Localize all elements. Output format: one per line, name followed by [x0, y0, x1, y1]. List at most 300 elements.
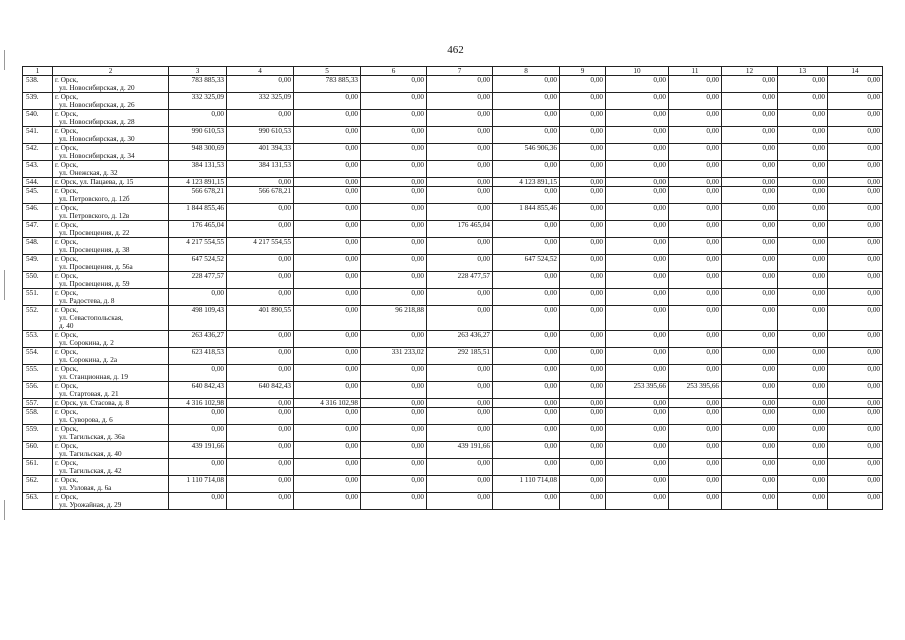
- value-cell-col14: 0,00: [828, 442, 883, 459]
- value-cell-col8: 0,00: [493, 76, 560, 93]
- value-cell-col12: 0,00: [722, 238, 778, 255]
- address-line: г. Орск,: [55, 382, 78, 390]
- address-cell: [53, 365, 169, 382]
- column-header: 6: [361, 67, 427, 76]
- row-number: 547.: [23, 221, 53, 238]
- address-line: г. Орск,: [55, 272, 78, 280]
- address-line: г. Орск,: [55, 76, 78, 84]
- value-cell-col3: 1 844 855,46: [169, 204, 227, 221]
- value-cell-col8: 0,00: [493, 289, 560, 306]
- value-cell-col8: 0,00: [493, 331, 560, 348]
- address-line: ул. Стартовая, д. 21: [59, 390, 119, 398]
- row-number: 556.: [23, 382, 53, 399]
- value-cell-col4: 0,00: [227, 76, 294, 93]
- value-cell-col8: 0,00: [493, 459, 560, 476]
- value-cell-col12: 0,00: [722, 93, 778, 110]
- value-cell-col3: 0,00: [169, 365, 227, 382]
- value-cell-col11: 0,00: [669, 306, 722, 331]
- value-cell-col11: 253 395,66: [669, 382, 722, 399]
- value-cell-col7: 0,00: [427, 161, 493, 178]
- address-line: ул. Просвещения, д. 38: [59, 246, 130, 254]
- address-line: г. Орск,: [55, 476, 78, 484]
- value-cell-col12: 0,00: [722, 365, 778, 382]
- table-row: [23, 425, 883, 442]
- address-line: г. Орск,: [55, 365, 78, 373]
- value-cell-col9: 0,00: [560, 399, 606, 408]
- value-cell-col6: 0,00: [361, 272, 427, 289]
- value-cell-col13: 0,00: [778, 238, 828, 255]
- table-row: [23, 187, 883, 204]
- value-cell-col9: 0,00: [560, 178, 606, 187]
- value-cell-col5: 0,00: [294, 144, 361, 161]
- value-cell-col3: 332 325,09: [169, 93, 227, 110]
- address-line: г. Орск,: [55, 93, 78, 101]
- value-cell-col4: 401 890,55: [227, 306, 294, 331]
- value-cell-col13: 0,00: [778, 408, 828, 425]
- value-cell-col10: 0,00: [606, 144, 669, 161]
- value-cell-col6: 0,00: [361, 127, 427, 144]
- address-line: г. Орск,: [55, 459, 78, 467]
- value-cell-col14: 0,00: [828, 127, 883, 144]
- column-header: 14: [828, 67, 883, 76]
- value-cell-col14: 0,00: [828, 331, 883, 348]
- value-cell-col11: 0,00: [669, 365, 722, 382]
- row-number: 542.: [23, 144, 53, 161]
- value-cell-col14: 0,00: [828, 238, 883, 255]
- value-cell-col6: 0,00: [361, 399, 427, 408]
- value-cell-col10: 0,00: [606, 348, 669, 365]
- address-cell: [53, 348, 169, 365]
- value-cell-col8: 0,00: [493, 238, 560, 255]
- table-row: [23, 178, 883, 187]
- value-cell-col13: 0,00: [778, 331, 828, 348]
- value-cell-col11: 0,00: [669, 221, 722, 238]
- value-cell-col6: 0,00: [361, 365, 427, 382]
- row-number: 548.: [23, 238, 53, 255]
- value-cell-col7: 0,00: [427, 425, 493, 442]
- table-row: [23, 408, 883, 425]
- value-cell-col7: 0,00: [427, 382, 493, 399]
- value-cell-col12: 0,00: [722, 221, 778, 238]
- value-cell-col7: 0,00: [427, 76, 493, 93]
- value-cell-col14: 0,00: [828, 187, 883, 204]
- value-cell-col3: 4 123 891,15: [169, 178, 227, 187]
- value-cell-col10: 0,00: [606, 306, 669, 331]
- value-cell-col5: 0,00: [294, 459, 361, 476]
- address-line: ул. Суворова, д. 6: [59, 416, 113, 424]
- value-cell-col9: 0,00: [560, 476, 606, 493]
- address-line: ул. Тагильская, д. 42: [59, 467, 122, 475]
- row-number: 538.: [23, 76, 53, 93]
- value-cell-col9: 0,00: [560, 204, 606, 221]
- value-cell-col9: 0,00: [560, 425, 606, 442]
- row-number: 541.: [23, 127, 53, 144]
- value-cell-col13: 0,00: [778, 493, 828, 510]
- value-cell-col8: 0,00: [493, 442, 560, 459]
- value-cell-col8: 0,00: [493, 161, 560, 178]
- value-cell-col12: 0,00: [722, 76, 778, 93]
- value-cell-col9: 0,00: [560, 365, 606, 382]
- address-line: г. Орск,: [55, 348, 78, 356]
- table-row: [23, 255, 883, 272]
- value-cell-col6: 0,00: [361, 476, 427, 493]
- value-cell-col4: 384 131,53: [227, 161, 294, 178]
- value-cell-col5: 0,00: [294, 272, 361, 289]
- value-cell-col3: 498 109,43: [169, 306, 227, 331]
- value-cell-col7: 0,00: [427, 238, 493, 255]
- value-cell-col13: 0,00: [778, 221, 828, 238]
- address-line: г. Орск,: [55, 127, 78, 135]
- value-cell-col4: 0,00: [227, 348, 294, 365]
- value-cell-col9: 0,00: [560, 93, 606, 110]
- address-cell: [53, 238, 169, 255]
- address-cell: [53, 127, 169, 144]
- value-cell-col14: 0,00: [828, 493, 883, 510]
- page-number: 462: [447, 44, 464, 56]
- column-header: 10: [606, 67, 669, 76]
- value-cell-col4: 0,00: [227, 272, 294, 289]
- value-cell-col4: 0,00: [227, 425, 294, 442]
- value-cell-col13: 0,00: [778, 459, 828, 476]
- value-cell-col7: 0,00: [427, 306, 493, 331]
- column-header: 8: [493, 67, 560, 76]
- address-line: г. Орск,: [55, 493, 78, 501]
- address-line: г. Орск,: [55, 289, 78, 297]
- value-cell-col14: 0,00: [828, 144, 883, 161]
- value-cell-col4: 401 394,33: [227, 144, 294, 161]
- value-cell-col12: 0,00: [722, 493, 778, 510]
- value-cell-col13: 0,00: [778, 306, 828, 331]
- value-cell-col8: 546 906,36: [493, 144, 560, 161]
- value-cell-col7: 263 436,27: [427, 331, 493, 348]
- value-cell-col3: 4 217 554,55: [169, 238, 227, 255]
- value-cell-col10: 0,00: [606, 476, 669, 493]
- row-number: 560.: [23, 442, 53, 459]
- column-header: 13: [778, 67, 828, 76]
- row-number: 552.: [23, 306, 53, 331]
- value-cell-col13: 0,00: [778, 93, 828, 110]
- table-row: [23, 272, 883, 289]
- value-cell-col3: 4 316 102,98: [169, 399, 227, 408]
- table-body: [23, 76, 883, 510]
- row-number: 561.: [23, 459, 53, 476]
- value-cell-col14: 0,00: [828, 289, 883, 306]
- value-cell-col5: 0,00: [294, 442, 361, 459]
- value-cell-col8: 0,00: [493, 110, 560, 127]
- address-cell: [53, 493, 169, 510]
- value-cell-col4: 0,00: [227, 442, 294, 459]
- value-cell-col9: 0,00: [560, 221, 606, 238]
- value-cell-col11: 0,00: [669, 178, 722, 187]
- value-cell-col8: 0,00: [493, 382, 560, 399]
- value-cell-col8: 0,00: [493, 187, 560, 204]
- value-cell-col7: 439 191,66: [427, 442, 493, 459]
- value-cell-col14: 0,00: [828, 382, 883, 399]
- value-cell-col5: 0,00: [294, 289, 361, 306]
- value-cell-col8: 0,00: [493, 221, 560, 238]
- value-cell-col11: 0,00: [669, 127, 722, 144]
- value-cell-col14: 0,00: [828, 110, 883, 127]
- address-line: ул. Сорокина, д. 2а: [59, 356, 118, 364]
- address-line: г. Орск,: [55, 221, 78, 229]
- table-row: [23, 306, 883, 331]
- address-cell: [53, 76, 169, 93]
- value-cell-col10: 0,00: [606, 178, 669, 187]
- value-cell-col11: 0,00: [669, 187, 722, 204]
- value-cell-col4: 0,00: [227, 255, 294, 272]
- value-cell-col3: 623 418,53: [169, 348, 227, 365]
- value-cell-col3: 647 524,52: [169, 255, 227, 272]
- value-cell-col7: 0,00: [427, 408, 493, 425]
- value-cell-col7: 0,00: [427, 110, 493, 127]
- value-cell-col3: 228 477,57: [169, 272, 227, 289]
- value-cell-col12: 0,00: [722, 348, 778, 365]
- value-cell-col14: 0,00: [828, 76, 883, 93]
- value-cell-col12: 0,00: [722, 187, 778, 204]
- address-line: ул. Просвещения, д. 22: [59, 229, 130, 237]
- value-cell-col10: 0,00: [606, 110, 669, 127]
- value-cell-col9: 0,00: [560, 161, 606, 178]
- value-cell-col5: 0,00: [294, 425, 361, 442]
- row-number: 540.: [23, 110, 53, 127]
- value-cell-col14: 0,00: [828, 476, 883, 493]
- address-cell: [53, 93, 169, 110]
- value-cell-col12: 0,00: [722, 178, 778, 187]
- value-cell-col3: 640 842,43: [169, 382, 227, 399]
- column-header: 9: [560, 67, 606, 76]
- value-cell-col10: 0,00: [606, 76, 669, 93]
- value-cell-col11: 0,00: [669, 93, 722, 110]
- value-cell-col8: 0,00: [493, 306, 560, 331]
- value-cell-col8: 0,00: [493, 493, 560, 510]
- value-cell-col5: 0,00: [294, 161, 361, 178]
- value-cell-col11: 0,00: [669, 425, 722, 442]
- address-line: ул. Станционная, д. 19: [59, 373, 128, 381]
- value-cell-col11: 0,00: [669, 255, 722, 272]
- value-cell-col11: 0,00: [669, 161, 722, 178]
- value-cell-col4: 0,00: [227, 178, 294, 187]
- value-cell-col4: 0,00: [227, 399, 294, 408]
- address-cell: [53, 289, 169, 306]
- column-header: 11: [669, 67, 722, 76]
- value-cell-col5: 0,00: [294, 127, 361, 144]
- value-cell-col6: 0,00: [361, 144, 427, 161]
- value-cell-col7: 0,00: [427, 187, 493, 204]
- value-cell-col10: 0,00: [606, 93, 669, 110]
- value-cell-col7: 228 477,57: [427, 272, 493, 289]
- value-cell-col9: 0,00: [560, 459, 606, 476]
- row-number: 544.: [23, 178, 53, 187]
- value-cell-col6: 0,00: [361, 382, 427, 399]
- value-cell-col3: 566 678,21: [169, 187, 227, 204]
- value-cell-col12: 0,00: [722, 272, 778, 289]
- value-cell-col12: 0,00: [722, 127, 778, 144]
- value-cell-col7: 0,00: [427, 493, 493, 510]
- value-cell-col4: 0,00: [227, 204, 294, 221]
- value-cell-col4: 990 610,53: [227, 127, 294, 144]
- value-cell-col13: 0,00: [778, 289, 828, 306]
- value-cell-col12: 0,00: [722, 204, 778, 221]
- address-line: ул. Новосибирская, д. 34: [59, 152, 135, 160]
- address-cell: [53, 144, 169, 161]
- value-cell-col3: 0,00: [169, 110, 227, 127]
- row-number: 551.: [23, 289, 53, 306]
- value-cell-col14: 0,00: [828, 204, 883, 221]
- value-cell-col8: 1 110 714,08: [493, 476, 560, 493]
- value-cell-col7: 0,00: [427, 399, 493, 408]
- value-cell-col11: 0,00: [669, 289, 722, 306]
- value-cell-col11: 0,00: [669, 493, 722, 510]
- address-line: ул. Новосибирская, д. 30: [59, 135, 135, 143]
- value-cell-col6: 0,00: [361, 204, 427, 221]
- value-cell-col14: 0,00: [828, 399, 883, 408]
- value-cell-col8: 0,00: [493, 272, 560, 289]
- value-cell-col6: 0,00: [361, 459, 427, 476]
- value-cell-col6: 0,00: [361, 76, 427, 93]
- value-cell-col3: 990 610,53: [169, 127, 227, 144]
- address-line: г. Орск,: [55, 238, 78, 246]
- value-cell-col10: 0,00: [606, 408, 669, 425]
- value-cell-col6: 0,00: [361, 493, 427, 510]
- binding-mark: [4, 500, 5, 520]
- value-cell-col7: 0,00: [427, 365, 493, 382]
- address-line: ул. Петровского, д. 12в: [59, 212, 130, 220]
- value-cell-col8: 647 524,52: [493, 255, 560, 272]
- value-cell-col8: 0,00: [493, 408, 560, 425]
- value-cell-col12: 0,00: [722, 476, 778, 493]
- value-cell-col4: 0,00: [227, 408, 294, 425]
- value-cell-col7: 0,00: [427, 178, 493, 187]
- value-cell-col5: 0,00: [294, 187, 361, 204]
- address-line: ул. Просвещения, д. 59: [59, 280, 130, 288]
- row-number: 543.: [23, 161, 53, 178]
- row-number: 562.: [23, 476, 53, 493]
- value-cell-col3: 384 131,53: [169, 161, 227, 178]
- value-cell-col14: 0,00: [828, 93, 883, 110]
- value-cell-col5: 0,00: [294, 348, 361, 365]
- column-header: 7: [427, 67, 493, 76]
- value-cell-col12: 0,00: [722, 399, 778, 408]
- address-cell: [53, 221, 169, 238]
- value-cell-col10: 0,00: [606, 238, 669, 255]
- value-cell-col6: 0,00: [361, 408, 427, 425]
- value-cell-col5: 0,00: [294, 476, 361, 493]
- value-cell-col6: 0,00: [361, 255, 427, 272]
- value-cell-col5: 0,00: [294, 110, 361, 127]
- value-cell-col13: 0,00: [778, 178, 828, 187]
- value-cell-col4: 0,00: [227, 110, 294, 127]
- address-cell: [53, 110, 169, 127]
- value-cell-col13: 0,00: [778, 382, 828, 399]
- address-cell: [53, 399, 169, 408]
- table-row: [23, 76, 883, 93]
- value-cell-col3: 439 191,66: [169, 442, 227, 459]
- address-line: ул. Тагильская, д. 40: [59, 450, 122, 458]
- address-cell: [53, 255, 169, 272]
- data-table: [22, 66, 883, 510]
- value-cell-col4: 0,00: [227, 365, 294, 382]
- value-cell-col5: 0,00: [294, 365, 361, 382]
- value-cell-col13: 0,00: [778, 76, 828, 93]
- row-number: 553.: [23, 331, 53, 348]
- value-cell-col7: 0,00: [427, 459, 493, 476]
- value-cell-col4: 0,00: [227, 493, 294, 510]
- value-cell-col5: 0,00: [294, 493, 361, 510]
- table-row: [23, 110, 883, 127]
- value-cell-col3: 176 465,04: [169, 221, 227, 238]
- value-cell-col14: 0,00: [828, 306, 883, 331]
- table-row: [23, 289, 883, 306]
- address-cell: [53, 331, 169, 348]
- value-cell-col7: 0,00: [427, 255, 493, 272]
- value-cell-col9: 0,00: [560, 348, 606, 365]
- table-row: [23, 348, 883, 365]
- value-cell-col14: 0,00: [828, 221, 883, 238]
- address-cell: [53, 178, 169, 187]
- value-cell-col10: 0,00: [606, 331, 669, 348]
- value-cell-col13: 0,00: [778, 399, 828, 408]
- value-cell-col13: 0,00: [778, 255, 828, 272]
- binding-mark: [4, 270, 5, 300]
- value-cell-col7: 0,00: [427, 204, 493, 221]
- value-cell-col14: 0,00: [828, 408, 883, 425]
- value-cell-col5: 0,00: [294, 306, 361, 331]
- value-cell-col3: 263 436,27: [169, 331, 227, 348]
- address-cell: [53, 476, 169, 493]
- value-cell-col6: 0,00: [361, 110, 427, 127]
- address-line: ул. Урожайная, д. 29: [59, 501, 122, 509]
- address-cell: [53, 408, 169, 425]
- table-row: [23, 493, 883, 510]
- address-line: ул. Петровского, д. 12б: [59, 195, 130, 203]
- value-cell-col3: 1 110 714,08: [169, 476, 227, 493]
- address-line: ул. Онежская, д. 32: [59, 169, 118, 177]
- value-cell-col8: 0,00: [493, 425, 560, 442]
- value-cell-col9: 0,00: [560, 382, 606, 399]
- value-cell-col7: 0,00: [427, 144, 493, 161]
- table-row: [23, 221, 883, 238]
- value-cell-col5: 0,00: [294, 178, 361, 187]
- address-line: г. Орск,: [55, 110, 78, 118]
- value-cell-col14: 0,00: [828, 348, 883, 365]
- address-cell: [53, 306, 169, 331]
- row-number: 563.: [23, 493, 53, 510]
- row-number: 539.: [23, 93, 53, 110]
- address-line: ул. Радостева, д. 8: [59, 297, 115, 305]
- value-cell-col12: 0,00: [722, 306, 778, 331]
- value-cell-col3: 948 300,69: [169, 144, 227, 161]
- column-header: 3: [169, 67, 227, 76]
- value-cell-col10: 0,00: [606, 365, 669, 382]
- column-header: 5: [294, 67, 361, 76]
- address-cell: [53, 425, 169, 442]
- value-cell-col8: 4 123 891,15: [493, 178, 560, 187]
- value-cell-col10: 0,00: [606, 442, 669, 459]
- value-cell-col6: 0,00: [361, 178, 427, 187]
- address-cell: [53, 442, 169, 459]
- value-cell-col4: 0,00: [227, 476, 294, 493]
- value-cell-col11: 0,00: [669, 144, 722, 161]
- value-cell-col9: 0,00: [560, 408, 606, 425]
- address-cell: [53, 187, 169, 204]
- table-row: [23, 382, 883, 399]
- table-row: [23, 399, 883, 408]
- value-cell-col8: 1 844 855,46: [493, 204, 560, 221]
- value-cell-col4: 0,00: [227, 459, 294, 476]
- value-cell-col13: 0,00: [778, 187, 828, 204]
- value-cell-col6: 0,00: [361, 289, 427, 306]
- value-cell-col8: 0,00: [493, 348, 560, 365]
